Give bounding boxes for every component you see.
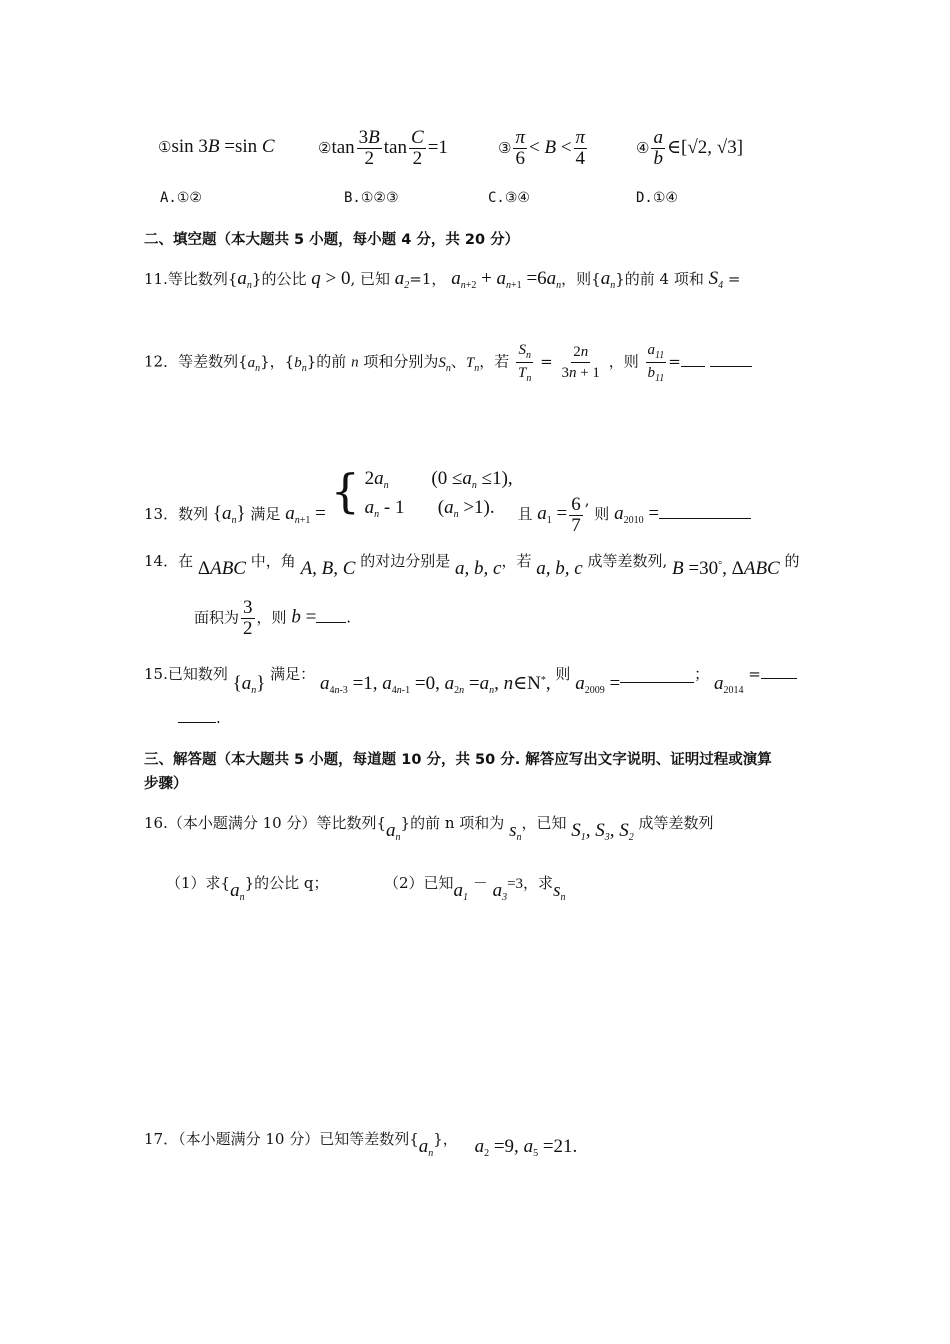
statement-3-mark: ③ <box>498 138 512 157</box>
q10-statement-2: ②tan $\frac{3B}{2}$ tan $\frac{C}{2}$ =1 <box>318 127 448 169</box>
question-12: 12．等差数列$\{a_n\}$，$\{b_n\}$的前 n 项和分别为$S_n$、$T_n$，若 $\frac{S_n}{T_n}$ = $\frac{2n}{3n + 1}$ ，则 $\frac{a_{11}}{b_{11}}$ = <box>144 340 752 385</box>
question-14: 14．在 ΔABC 中，角 A, B, C 的对边分别是 a, b, c，若 a, b, c 成等差数列, B =30°, ΔABC 的 <box>144 552 800 579</box>
question-16-part-1: （1）求$\{a_n\}$的公比 q； <box>166 874 329 903</box>
answer-blank <box>681 352 705 367</box>
question-17: 17．（本小题满分 10 分）已知等差数列$\{a_n\}$， $a_2 =9$, $a_5 =21$. <box>144 1130 578 1159</box>
section-2-heading: 二、填空题（本大题共 5 小题，每小题 4 分，共 20 分） <box>144 232 520 248</box>
statement-1-math: sin 3B =sin C <box>171 136 275 157</box>
section-3-heading-line2: 步骤） <box>144 776 188 792</box>
question-15: 15.已知数列 $\{a_n\}$ 满足： $a_{4n-3} =1$, $a_{4n-1} =0$, $a_{2n} =a_n$, n∈N*, 则 $a_{2009}$ = ； $a_{2014}$ = <box>144 662 797 685</box>
question-13: 13．数列 $\{a_n\}$ 满足 $a_{n+1}$ = { $2a_n$ $(0 \le a_n \le 1)$, $a_n - 1$ $(a_n >1)$. 且 $a_1$ = $\frac{6}{7}$ , 则 $a_{2010}$ = <box>144 466 751 524</box>
statement-1-mark: ① <box>158 138 172 156</box>
q10-statement-4: ④ $\frac{a}{b}$ ∈[√2, √3] <box>636 127 744 169</box>
answer-blank <box>761 664 797 679</box>
q10-statements <box>158 136 275 158</box>
question-14-line2: 面积为 $\frac{3}{2}$ ，则 b = . <box>194 597 352 639</box>
statement-2-mark: ② <box>318 138 332 157</box>
statement-4-mark: ④ <box>636 138 650 157</box>
question-16: 16.（本小题满分 10 分）等比数列$\{a_n\}$的前 n 项和为 $s_n$，已知 $S_1$, $S_3$, $S_2$ 成等差数列 <box>144 814 714 843</box>
q10-option-a: A.①② <box>160 190 202 206</box>
section-3-heading: 三、解答题（本大题共 5 小题，每道题 10 分，共 50 分. 解答应写出文字说明、证明过程或演算 <box>144 752 772 768</box>
q10-option-c: C.③④ <box>488 190 530 206</box>
question-15-line2: . <box>178 708 221 727</box>
piecewise-cases: $2a_n$ $(0 \le a_n \le 1)$, $a_n - 1$ $(a_n >1)$. <box>364 468 513 520</box>
answer-blank <box>659 504 751 519</box>
answer-blank <box>620 668 694 683</box>
answer-blank <box>316 608 346 623</box>
question-16-part-2: （2）已知$a_1 - a_3=3$，求$s_n$ <box>384 874 566 903</box>
question-11: 11.等比数列$\{a_n\}$的公比 q > 0, 已知 $a_2=1$， $a_{n+2} + a_{n+1} =6a_n$，则$\{a_n\}$的前 4 项和 $S_4$ = <box>144 268 741 291</box>
q10-option-b: B.①②③ <box>344 190 399 206</box>
q10-statement-3: ③ $\frac{\pi}{6}$ < B < $\frac{\pi}{4}$ <box>498 127 586 169</box>
q10-option-d: D.①④ <box>636 190 678 206</box>
